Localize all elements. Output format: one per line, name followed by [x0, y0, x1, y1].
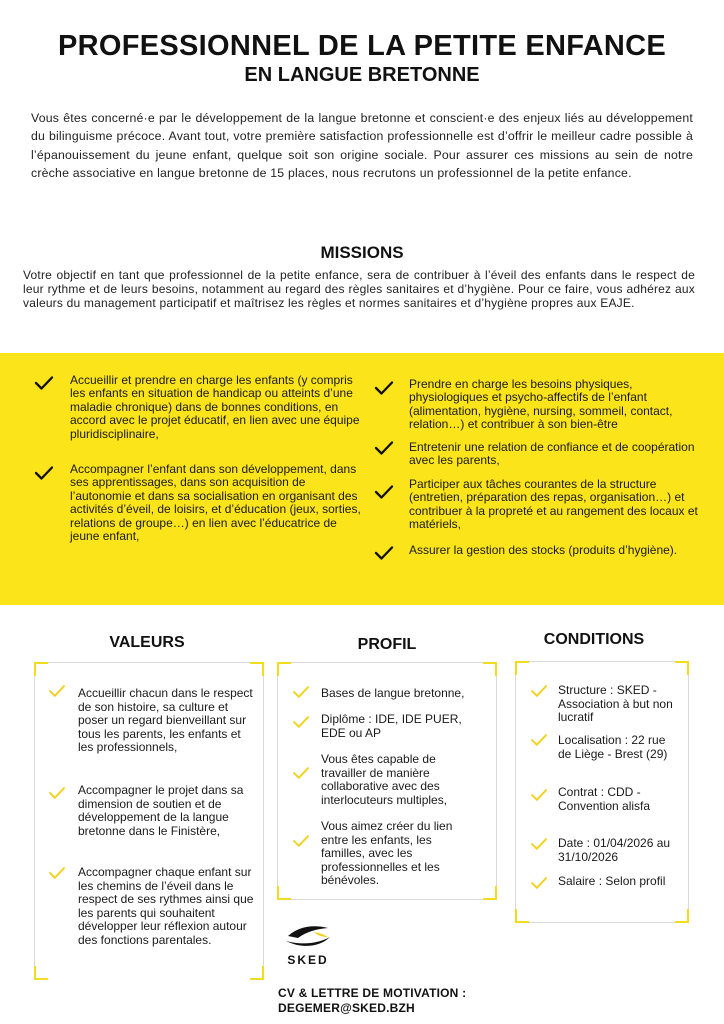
- valeurs-item: Accueillir chacun dans le respect de son histoire, sa culture et poser un regard bienveillant sur tous les parents, les enfants et les professionnels,: [78, 686, 253, 755]
- profil-item: Bases de langue bretonne,: [321, 686, 465, 700]
- check-icon: [374, 380, 394, 396]
- page-subtitle: EN LANGUE BRETONNE: [244, 64, 480, 86]
- profil-item: Vous aimez créer du lien entre les enfants, les familles, avec les professionnelles et les bénévoles.: [321, 819, 453, 888]
- profil-item: Vous êtes capable de travailler de manière collaborative avec des interlocuteurs multiples,: [321, 752, 448, 807]
- check-icon: [292, 685, 312, 701]
- application-contact: [278, 986, 466, 1016]
- valeurs-item: Accompagner chaque enfant sur les chemins de l’éveil dans le respect de ses rythmes ainsi que les parents qui souhaitent développer leur réflexion autour des fonctions parentales.: [78, 865, 254, 947]
- check-icon: [374, 440, 394, 456]
- conditions-item: Structure : SKED - Association à but non lucratif: [558, 683, 673, 725]
- intro-paragraph: Vous êtes concerné·e par le développement de la langue bretonne et conscient·e des enjeux liés au développement du bilinguisme précoce. Avant tout, votre première satisfaction professionnelle est d’offrir le meilleur cadre possible à l’épanouissement du jeune enfant, quelque soit son origine sociale. Pour assurer ces missions au sein de notre crèche associative en langue bretonne de 15 places, nous recrutons un professionnel de la petite enfance.: [31, 111, 693, 180]
- check-icon: [48, 684, 68, 700]
- conditions-item: Localisation : 22 rue de Liège - Brest (29): [558, 733, 668, 761]
- mission-item: Prendre en charge les besoins physiques, physiologiques et psycho-affectifs de l’enfant (alimentation, hygiène, nursing, sommeil, contact, relation…) et contribuer à son bien-être: [409, 377, 673, 432]
- check-icon: [530, 684, 550, 700]
- check-icon: [530, 788, 550, 804]
- valeurs-item: Accompagner le projet dans sa dimension de soutien et de développement de la langue bretonne dans le Finistère,: [78, 783, 244, 838]
- check-icon: [374, 484, 394, 500]
- valeurs-title: VALEURS: [109, 634, 185, 651]
- check-icon: [374, 545, 394, 561]
- missions-title: MISSIONS: [320, 243, 404, 262]
- conditions-item: Contrat : CDD - Convention alisfa: [558, 785, 651, 813]
- check-icon: [292, 766, 312, 782]
- check-icon: [48, 866, 68, 882]
- conditions-item: Salaire : Selon profil: [558, 874, 666, 888]
- mission-item: Entretenir une relation de confiance et de coopération avec les parents,: [409, 440, 695, 468]
- mission-item: Accompagner l’enfant dans son développement, dans ses apprentissages, dans son acquisition de l’autonomie et dans sa socialisation en organisant des activités d’éveil, de loisirs, et d’éducation (jeux, sorties, relations de groupe…) en lien avec l’éducatrice de jeune enfant,: [70, 462, 361, 544]
- missions-intro: Votre objectif en tant que professionnel de la petite enfance, sera de contribuer à l’éveil des enfants dans le respect de leur rythme et de leurs besoins, notamment au regard des règles sanitaires et d’hygiène. Pour ce faire, vous adhérez aux valeurs du management participatif et maîtrisez les règles et normes sanitaires et d’hygiène propres aux EAJE.: [23, 268, 695, 311]
- contact-email[interactable]: DEGEMER@SKED.BZH: [278, 1001, 415, 1015]
- check-icon: [530, 876, 550, 892]
- profil-item: Diplôme : IDE, IDE PUER, EDE ou AP: [321, 712, 462, 740]
- profil-title: PROFIL: [357, 636, 417, 653]
- mission-item: Participer aux tâches courantes de la structure (entretien, préparation des repas, organisation…) et contribuer à la propreté et au rangement des locaux et matériels,: [409, 477, 698, 532]
- conditions-title: CONDITIONS: [543, 631, 645, 648]
- check-icon: [292, 834, 312, 850]
- check-icon: [292, 715, 312, 731]
- footer-line-1: CV & LETTRE DE MOTIVATION :: [278, 986, 467, 1000]
- mission-item: Accueillir et prendre en charge les enfants (y compris les enfants en situation de handicap ou atteints d’une maladie chronique) dans de bonnes conditions, en accord avec le projet éducatif, en lien avec une équipe pluridisciplinaire,: [70, 373, 360, 441]
- logo-label: SKED: [287, 953, 329, 967]
- check-icon: [530, 837, 550, 853]
- conditions-item: Date : 01/04/2026 au 31/10/2026: [558, 836, 671, 864]
- check-icon: [34, 375, 54, 391]
- check-icon: [48, 786, 68, 802]
- page-title: PROFESSIONNEL DE LA PETITE ENFANCE: [58, 30, 666, 62]
- check-icon: [530, 733, 550, 749]
- mission-item: Assurer la gestion des stocks (produits d’hygiène).: [409, 543, 678, 557]
- check-icon: [34, 465, 54, 481]
